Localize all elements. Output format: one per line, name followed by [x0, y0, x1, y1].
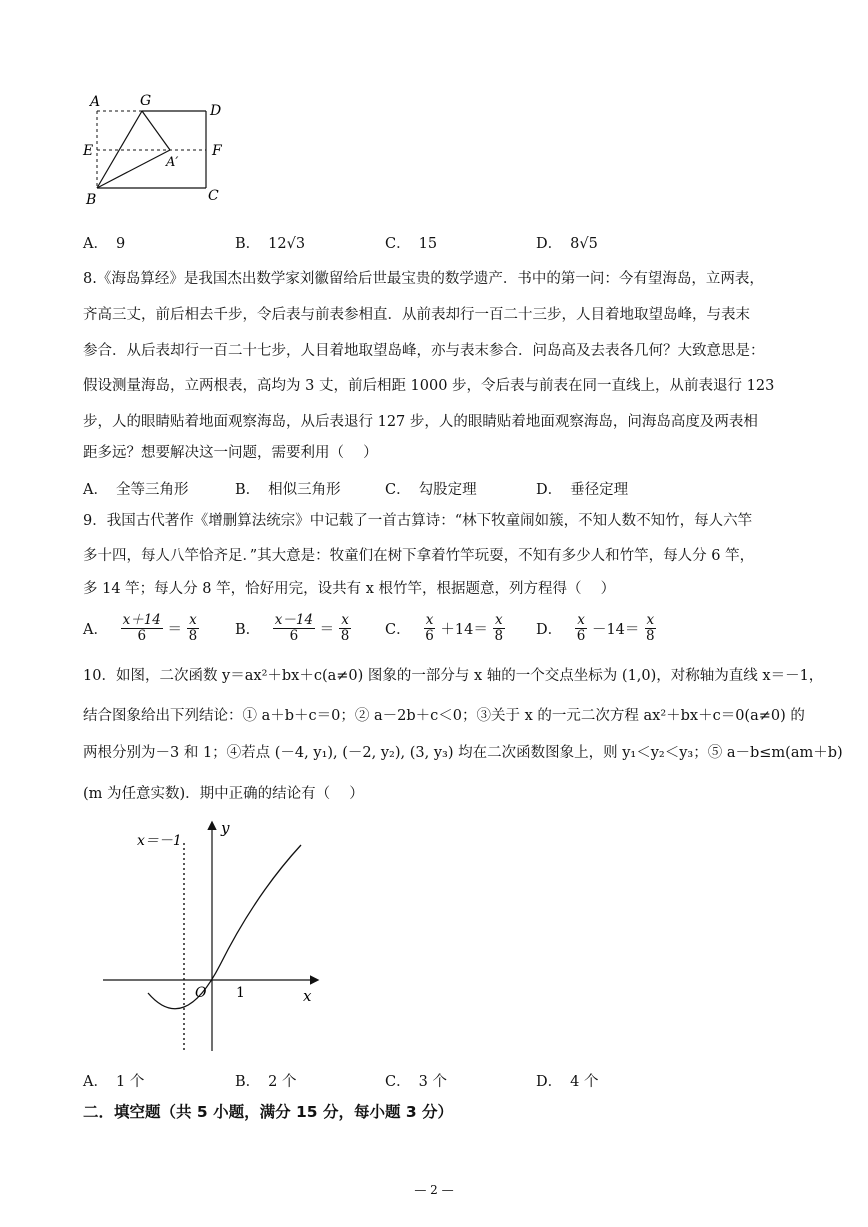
label-B: B: [86, 192, 97, 208]
label-D: D: [210, 103, 222, 119]
q9-option-c[interactable]: C． $\frac{x}{6}$ ＋14＝ $\frac{x}{8}$: [385, 612, 504, 644]
q7-option-d[interactable]: D． 8√5: [536, 236, 598, 252]
q9-line-3: 多 14 竿；每人分 8 竿，恰好用完，设共有 x 根竹竿，根据题意，列方程得（ ）: [83, 581, 616, 597]
q8-options: [83, 478, 803, 500]
fraction: $\frac{x-14}{6}$: [274, 612, 314, 644]
q10-option-c[interactable]: C． 3 个: [385, 1074, 447, 1090]
y-axis-label: y: [221, 819, 230, 837]
q8-line-4: 假设测量海岛，立两根表，高均为 3 丈，前后相距 1000 步，令后表与前表在同一直线上，从前表退行 123: [83, 378, 775, 394]
one-label: 1: [236, 985, 245, 1001]
q10-parabola-graph: [95, 815, 330, 1055]
q9-option-a[interactable]: A． $\frac{x+14}{6}$ ＝ $\frac{x}{8}$: [83, 612, 198, 644]
origin-label: O: [195, 985, 207, 1001]
q7-option-c[interactable]: C． 15: [385, 236, 438, 252]
q8-option-b[interactable]: B． 相似三角形: [235, 482, 341, 498]
label-A-prime: A′: [166, 155, 179, 170]
label-F: F: [212, 143, 222, 159]
fraction: $\frac{x}{8}$: [340, 612, 350, 644]
fraction: $\frac{x}{6}$: [425, 612, 434, 644]
fraction: $\frac{x+14}{6}$: [122, 612, 161, 644]
fraction: $\frac{x}{6}$: [576, 612, 586, 644]
q10-option-a[interactable]: A． 1 个: [83, 1074, 145, 1090]
q8-option-c[interactable]: C． 勾股定理: [385, 482, 477, 498]
q8-line-6: 距多远？想要解决这一问题，需要利用（ ）: [83, 445, 378, 461]
q10-line-4: (m 为任意实数)．期中正确的结论有（ ）: [83, 786, 364, 802]
page-number: — 2 —: [414, 1183, 454, 1197]
q9-line-2: 多十四，每人八竿恰齐足．”其大意是：牧童们在树下拿着竹竿玩耍，不知有多少人和竹竿，每人分 6 竿，: [83, 548, 755, 564]
fraction: $\frac{x}{8}$: [188, 612, 198, 644]
parabola-curve: [148, 845, 301, 1009]
label-E: E: [83, 143, 94, 159]
section-heading-fill-in: 二．填空题（共 5 小题，满分 15 分，每小题 3 分）: [83, 1103, 454, 1121]
q10-line-1: 10．如图，二次函数 y＝ax²＋bx＋c(a≠0) 图象的一部分与 x 轴的一个交点坐标为 (1,0)，对称轴为直线 x＝－1，: [83, 668, 824, 684]
q7-option-b[interactable]: B． 12√3: [235, 236, 306, 252]
q10-option-d[interactable]: D． 4 个: [536, 1074, 599, 1090]
q9-line-1: 9．我国古代著作《增删算法统宗》中记载了一首古算诗：“林下牧童闹如簇，不知人数不知竹，每人六竿: [83, 513, 753, 529]
q8-line-1: 8.《海岛算经》是我国杰出数学家刘徽留给后世最宝贵的数学遗产．书中的第一问：今有望海岛，立两表，: [83, 271, 764, 287]
q8-option-d[interactable]: D． 垂径定理: [536, 482, 629, 498]
q8-option-a[interactable]: A． 全等三角形: [83, 482, 189, 498]
q10-line-2: 结合图象给出下列结论：① a＋b＋c＝0；② a－2b＋c＜0；③关于 x 的一元二次方程 ax²＋bx＋c＝0(a≠0) 的: [83, 708, 805, 724]
fraction: $\frac{x}{8}$: [494, 612, 504, 644]
q7-figure: [80, 88, 230, 213]
q7-options: [83, 232, 803, 254]
q9-options: [83, 613, 803, 649]
q10-option-b[interactable]: B． 2 个: [235, 1074, 297, 1090]
q9-option-b[interactable]: B． $\frac{x-14}{6}$ ＝ $\frac{x}{8}$: [235, 612, 350, 644]
q7-option-a[interactable]: A． 9: [83, 236, 126, 252]
q8-line-3: 参合．从后表却行一百二十七步，人目着地取望岛峰，亦与表末参合．问岛高及去表各几何？大致意思是：: [83, 343, 765, 359]
symmetry-line-label: x＝－1: [137, 833, 182, 849]
q8-line-2: 齐高三丈，前后相去千步，令后表与前表参相直．从前表却行一百二十三步，人目着地取望岛峰，与表末: [83, 307, 750, 323]
label-C: C: [208, 188, 219, 204]
q10-line-3: 两根分别为－3 和 1；④若点 (－4, y₁), (－2, y₂), (3, y₃) 均在二次函数图象上，则 y₁＜y₂＜y₃；⑤ a－b≤m(am＋b): [83, 745, 843, 761]
q9-option-d[interactable]: D． $\frac{x}{6}$ －14＝ $\frac{x}{8}$: [536, 612, 655, 644]
q10-options: [83, 1070, 803, 1092]
q8-line-5: 步，人的眼睛贴着地面观察海岛，从后表退行 127 步，人的眼睛贴着地面观察海岛，问海岛高度及两表相: [83, 414, 758, 430]
fraction: $\frac{x}{8}$: [646, 612, 655, 644]
label-A: A: [90, 94, 101, 110]
label-G: G: [140, 93, 152, 109]
x-axis-label: x: [303, 987, 312, 1005]
